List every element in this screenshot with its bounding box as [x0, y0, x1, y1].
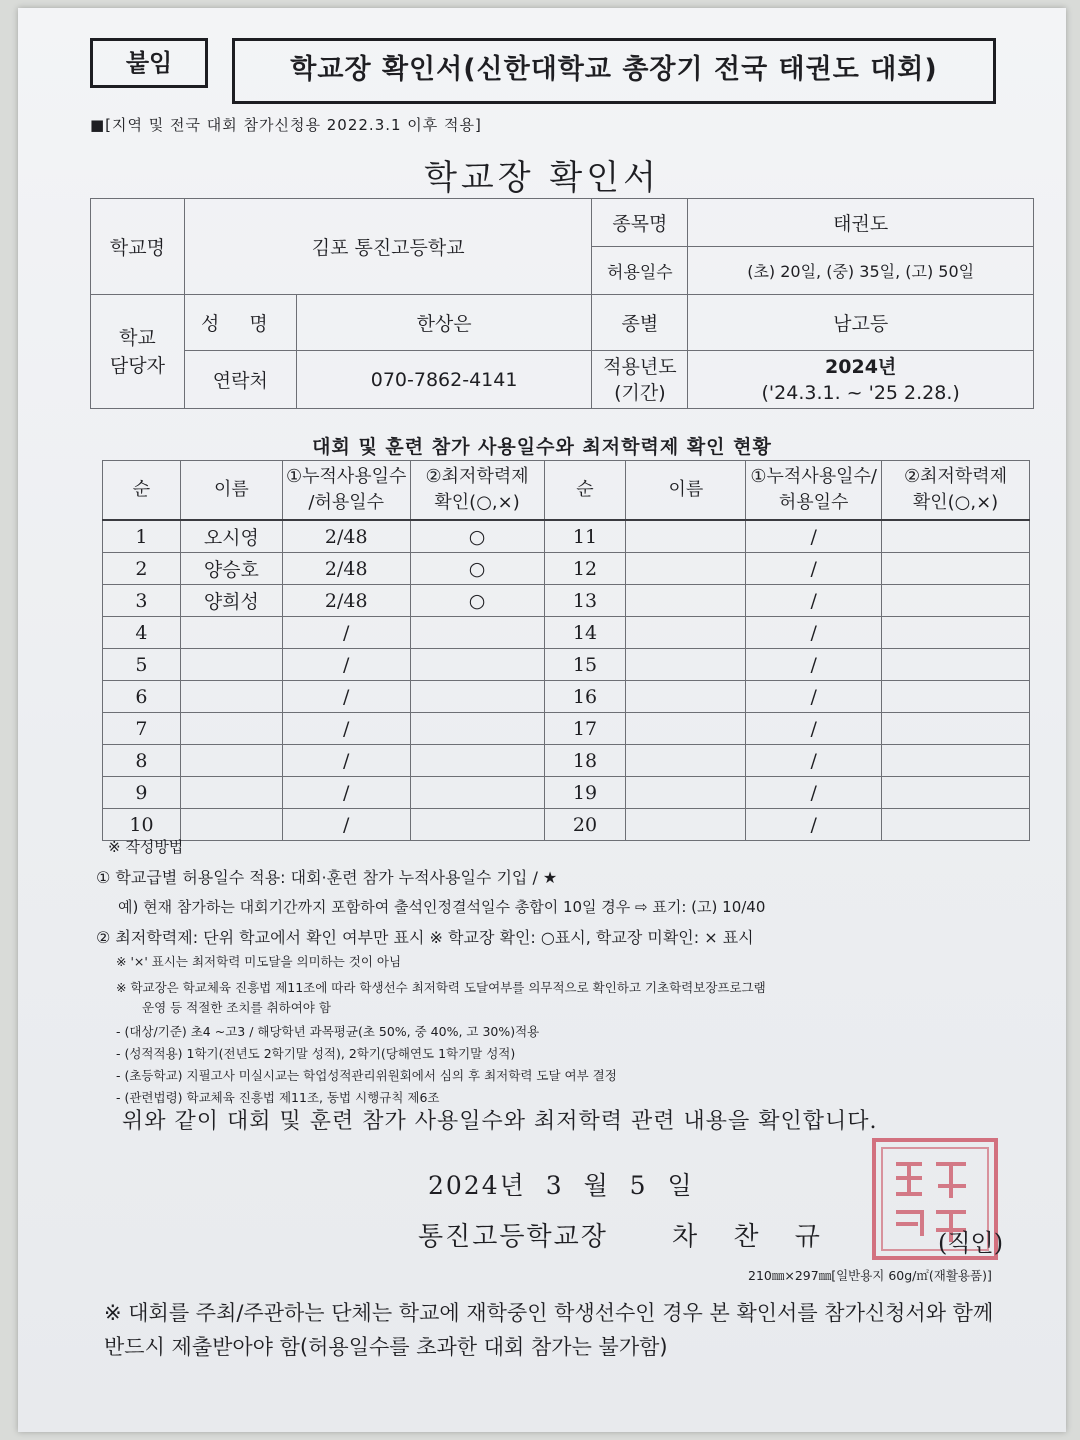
table-row: [103, 713, 1030, 745]
sport-value: 태권도: [688, 199, 1034, 247]
year-period: ('24.3.1. ~ '25 2.28.): [761, 381, 960, 404]
cell-no-right: 19: [544, 777, 626, 809]
contact-label: 연락처: [184, 351, 296, 409]
cell-days: /: [282, 809, 410, 841]
cell-academic: [410, 777, 544, 809]
table-row: [103, 520, 1030, 553]
cell-academic-right: [882, 713, 1030, 745]
cell-name: [180, 681, 282, 713]
paper-spec: 210㎜×297㎜[일반용지 60g/㎡(재활용품)]: [748, 1268, 992, 1283]
cell-name: [180, 713, 282, 745]
cell-no: 3: [103, 585, 181, 617]
table-row: [103, 617, 1030, 649]
note-1-example: 예) 현재 참가하는 대회기간까지 포함하여 출석인정결석일수 총합이 10일 경우 ⇨ 표기: (고) 10/40: [118, 898, 766, 916]
cell-days-right: /: [746, 617, 882, 649]
table-row: [103, 553, 1030, 585]
cell-no: 8: [103, 745, 181, 777]
cell-no: 4: [103, 617, 181, 649]
cell-days: 2/48: [282, 585, 410, 617]
cell-days: /: [282, 649, 410, 681]
cell-no-right: 16: [544, 681, 626, 713]
col-days-right: ①누적사용일수/ 허용일수: [746, 461, 882, 521]
applies-note: ■[지역 및 전국 대회 참가신청용 2022.3.1 이후 적용]: [90, 116, 482, 134]
table-row: [103, 649, 1030, 681]
col-academic-right: ②최저학력제 확인(○,×): [882, 461, 1030, 521]
note-2-b: ※ 학교장은 학교체육 진흥법 제11조에 따라 학생선수 최저학력 도달여부를 의무적으로 확인하고 기초학력보장프로그램: [116, 980, 766, 995]
cell-days-right: /: [746, 585, 882, 617]
cell-days: /: [282, 681, 410, 713]
note-2: ② 최저학력제: 단위 학교에서 확인 여부만 표시 ※ 학교장 확인: ○표시, 학교장 미확인: × 표시: [96, 928, 754, 947]
col-no: 순: [103, 461, 181, 521]
table-row: [103, 585, 1030, 617]
cell-academic: [410, 617, 544, 649]
category-label: 종별: [592, 295, 688, 351]
principal-title: 통진고등학교장: [418, 1222, 608, 1252]
name-value: 한상은: [296, 295, 592, 351]
cell-days: 2/48: [282, 553, 410, 585]
cell-days-right: /: [746, 777, 882, 809]
cell-days-right: /: [746, 553, 882, 585]
cell-days: /: [282, 713, 410, 745]
allowed-days-label: 허용일수: [592, 247, 688, 295]
cell-academic-right: [882, 553, 1030, 585]
cell-name: 양희성: [180, 585, 282, 617]
cell-academic: [410, 713, 544, 745]
cell-no-right: 13: [544, 585, 626, 617]
cell-name-right: [626, 553, 746, 585]
cell-no-right: 20: [544, 809, 626, 841]
attachment-label: 붙임: [90, 38, 208, 88]
cell-name-right: [626, 520, 746, 553]
school-info-table: [90, 198, 1034, 409]
cell-days: /: [282, 745, 410, 777]
year-label: 적용년도 (기간): [592, 351, 688, 409]
cell-name-right: [626, 681, 746, 713]
note-1: ① 학교급별 허용일수 적용: 대회·훈련 참가 누적사용일수 기입 / ★: [96, 868, 558, 887]
table-row: [103, 745, 1030, 777]
cell-name: [180, 649, 282, 681]
cell-days-right: /: [746, 649, 882, 681]
cell-academic: ○: [410, 520, 544, 553]
confirmation-statement: 위와 같이 대회 및 훈련 참가 사용일수와 최저학력 관련 내용을 확인합니다.: [122, 1109, 878, 1134]
year-value: 2024년: [825, 355, 897, 378]
cell-academic-right: [882, 649, 1030, 681]
school-name-value: 김포 통진고등학교: [184, 199, 592, 295]
cell-name-right: [626, 713, 746, 745]
cell-no: 2: [103, 553, 181, 585]
cell-days-right: /: [746, 745, 882, 777]
cell-academic-right: [882, 777, 1030, 809]
cell-academic: ○: [410, 553, 544, 585]
page-title: 학교장 확인서: [424, 158, 660, 198]
cell-name: 오시영: [180, 520, 282, 553]
cell-days-right: /: [746, 681, 882, 713]
cell-name: [180, 617, 282, 649]
cell-academic: [410, 809, 544, 841]
cell-name-right: [626, 777, 746, 809]
cell-name: [180, 777, 282, 809]
note-2-a: ※ '×' 표시는 최저학력 미도달을 의미하는 것이 아님: [116, 954, 402, 969]
cell-days-right: /: [746, 809, 882, 841]
name-label: 성 명: [184, 295, 296, 351]
cell-no-right: 12: [544, 553, 626, 585]
allowed-days-value: (초) 20일, (중) 35일, (고) 50일: [688, 247, 1034, 295]
note-2-e: - (초등학교) 지필고사 미실시교는 학업성적관리위원회에서 심의 후 최저학력 도달 여부 결정: [116, 1068, 617, 1083]
col-name-right: 이름: [626, 461, 746, 521]
cell-name: [180, 745, 282, 777]
cell-days: /: [282, 617, 410, 649]
cell-no: 10: [103, 809, 181, 841]
col-no-right: 순: [544, 461, 626, 521]
sport-label: 종목명: [592, 199, 688, 247]
cell-academic-right: [882, 745, 1030, 777]
cell-name-right: [626, 745, 746, 777]
cell-academic: [410, 649, 544, 681]
cell-name: [180, 809, 282, 841]
issue-date: 2024년 3 월 5 일: [428, 1171, 694, 1200]
school-name-label: 학교명: [91, 199, 185, 295]
note-2-f: - (관련법령) 학교체육 진흥법 제11조, 동법 시행규칙 제6조: [116, 1090, 440, 1105]
cell-days: 2/48: [282, 520, 410, 553]
table-row: [103, 809, 1030, 841]
note-2-b2: 운영 등 적절한 조치를 취하여야 함: [142, 1000, 331, 1015]
cell-name-right: [626, 585, 746, 617]
cell-no-right: 11: [544, 520, 626, 553]
cell-no-right: 14: [544, 617, 626, 649]
cell-no-right: 18: [544, 745, 626, 777]
cell-no-right: 17: [544, 713, 626, 745]
document-sheet: [18, 8, 1066, 1432]
participation-table: [102, 460, 1030, 841]
notes-heading: ※ 작성방법: [108, 838, 184, 856]
cell-no: 5: [103, 649, 181, 681]
footnote: ※ 대회를 주최/주관하는 단체는 학교에 재학중인 학생선수인 경우 본 확인서를 참가신청서와 함께 반드시 제출받아야 함(허용일수를 초과한 대회 참가는 불가함): [104, 1301, 994, 1359]
category-value: 남고등: [688, 295, 1034, 351]
cell-academic: [410, 681, 544, 713]
table-row: [103, 777, 1030, 809]
cell-days-right: /: [746, 520, 882, 553]
cell-academic-right: [882, 520, 1030, 553]
cell-days-right: /: [746, 713, 882, 745]
cell-academic-right: [882, 617, 1030, 649]
cell-no: 9: [103, 777, 181, 809]
contact-value: 070-7862-4141: [296, 351, 592, 409]
cell-days: /: [282, 777, 410, 809]
cell-name: 양승호: [180, 553, 282, 585]
principal-name: 차 찬 규: [672, 1222, 834, 1252]
cell-name-right: [626, 617, 746, 649]
table-title: 대회 및 훈련 참가 사용일수와 최저학력제 확인 현황: [312, 436, 772, 458]
cell-no: 6: [103, 681, 181, 713]
col-name: 이름: [180, 461, 282, 521]
cell-name-right: [626, 809, 746, 841]
note-2-c: - (대상/기준) 초4 ~고3 / 해당학년 과목평균(초 50%, 중 40%, 고 30%)적용: [116, 1024, 540, 1039]
form-title: 학교장 확인서(신한대학교 총장기 전국 태권도 대회): [232, 38, 996, 104]
note-2-d: - (성적적용) 1학기(전년도 2학기말 성적), 2학기(당해연도 1학기말 성적): [116, 1046, 516, 1061]
cell-name-right: [626, 649, 746, 681]
cell-no-right: 15: [544, 649, 626, 681]
cell-academic-right: [882, 681, 1030, 713]
seal-mark-label: (직인): [938, 1229, 1004, 1257]
cell-academic-right: [882, 809, 1030, 841]
staff-label: 학교 담당자: [91, 295, 185, 409]
cell-no: 1: [103, 520, 181, 553]
cell-academic-right: [882, 585, 1030, 617]
cell-academic: [410, 745, 544, 777]
table-row: [103, 681, 1030, 713]
cell-no: 7: [103, 713, 181, 745]
cell-academic: ○: [410, 585, 544, 617]
col-academic: ②최저학력제 확인(○,×): [410, 461, 544, 521]
col-days: ①누적사용일수 /허용일수: [282, 461, 410, 521]
